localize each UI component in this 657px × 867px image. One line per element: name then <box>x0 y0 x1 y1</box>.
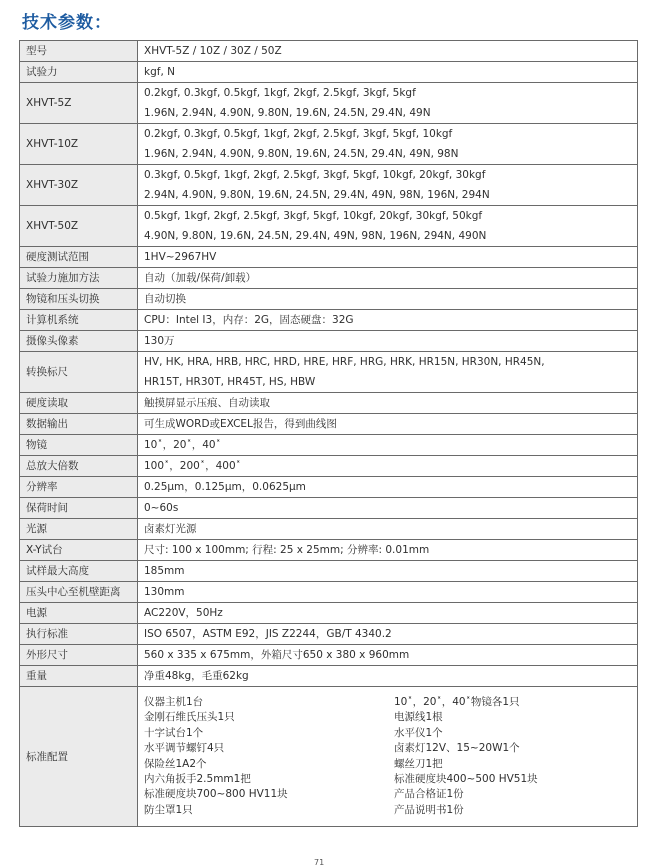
spec-row <box>20 582 638 603</box>
spec-value <box>138 331 638 352</box>
spec-row <box>20 540 638 561</box>
spec-value-line: 1.96N, 2.94N, 4.90N, 9.80N, 19.6N, 24.5N, 29.4N, 49N <box>144 107 431 119</box>
spec-value <box>138 247 638 268</box>
page-number: 71 <box>314 858 325 867</box>
spec-label: 硬度读取 <box>20 393 138 414</box>
spec-value-line: 卤素灯光源 <box>144 523 197 535</box>
spec-row <box>20 414 638 435</box>
config-label: 标准配置 <box>20 687 138 827</box>
spec-label: 压头中心至机壁距离 <box>20 582 138 603</box>
spec-row <box>20 247 638 268</box>
spec-value-line: 10˟，20˟，40˟ <box>144 439 221 451</box>
spec-value-line: AC220V，50Hz <box>144 607 223 619</box>
spec-value-line: 0.5kgf, 1kgf, 2kgf, 2.5kgf, 3kgf, 5kgf, 10kgf, 20kgf, 30kgf, 50kgf <box>144 210 483 222</box>
spec-value-line: 2.94N, 4.90N, 9.80N, 19.6N, 24.5N, 29.4N, 49N, 98N, 196N, 294N <box>144 189 490 201</box>
section-heading: 技术参数： <box>22 13 112 33</box>
spec-row <box>20 268 638 289</box>
config-item: 十字试台1个 <box>144 726 204 739</box>
spec-row <box>20 519 638 540</box>
spec-value <box>138 62 638 83</box>
spec-value-line: 尺寸: 100 x 100mm; 行程: 25 x 25mm; 分辨率: 0.01mm <box>144 544 430 556</box>
spec-value <box>138 582 638 603</box>
spec-row <box>20 645 638 666</box>
spec-value <box>138 624 638 645</box>
config-item: 金刚石维氏压头1只 <box>144 711 235 724</box>
spec-label: 试验力施加方法 <box>20 268 138 289</box>
spec-value <box>138 414 638 435</box>
spec-row <box>20 456 638 477</box>
spec-value <box>138 310 638 331</box>
spec-label: 转换标尺 <box>20 352 138 393</box>
spec-row <box>20 477 638 498</box>
spec-value-line: 自动（加载/保荷/卸载） <box>144 272 257 284</box>
spec-row <box>20 62 638 83</box>
spec-value-line: HR15T, HR30T, HR45T, HS, HBW <box>144 376 316 388</box>
spec-label: 光源 <box>20 519 138 540</box>
spec-value <box>138 268 638 289</box>
spec-label: 执行标准 <box>20 624 138 645</box>
spec-value <box>138 540 638 561</box>
spec-label: 硬度测试范围 <box>20 247 138 268</box>
spec-value <box>138 393 638 414</box>
spec-row <box>20 206 638 247</box>
spec-value-line: 1HV~2967HV <box>144 251 217 263</box>
spec-value <box>138 124 638 165</box>
spec-value-line: 4.90N, 9.80N, 19.6N, 24.5N, 29.4N, 49N, 98N, 196N, 294N, 490N <box>144 230 487 242</box>
spec-value-line: 130mm <box>144 586 185 598</box>
spec-row <box>20 124 638 165</box>
spec-value-line: 560 x 335 x 675mm，外箱尺寸650 x 380 x 960mm <box>144 649 410 661</box>
spec-table <box>19 40 638 827</box>
spec-value <box>138 41 638 62</box>
spec-row <box>20 666 638 687</box>
spec-label: 数据输出 <box>20 414 138 435</box>
spec-row <box>20 165 638 206</box>
spec-value <box>138 561 638 582</box>
spec-label: 物镜和压头切换 <box>20 289 138 310</box>
config-item: 保险丝1A2个 <box>144 757 207 770</box>
spec-row <box>20 498 638 519</box>
config-list <box>144 695 631 818</box>
spec-row <box>20 603 638 624</box>
spec-label: 计算机系统 <box>20 310 138 331</box>
spec-label: 物镜 <box>20 435 138 456</box>
spec-label: 试验力 <box>20 62 138 83</box>
spec-value-line: 0~60s <box>144 502 179 514</box>
config-item: 内六角扳手2.5mm1把 <box>144 773 251 786</box>
spec-label: 外形尺寸 <box>20 645 138 666</box>
config-item: 仪器主机1台 <box>144 696 204 708</box>
spec-label: X-Y试台 <box>20 540 138 561</box>
config-item: 产品合格证1份 <box>394 788 464 801</box>
spec-label: 保荷时间 <box>20 498 138 519</box>
spec-row <box>20 310 638 331</box>
spec-value <box>138 645 638 666</box>
spec-value-line: 130万 <box>144 335 175 347</box>
spec-label: 型号 <box>20 41 138 62</box>
spec-value <box>138 498 638 519</box>
spec-value <box>138 165 638 206</box>
spec-label: 重量 <box>20 666 138 687</box>
config-item: 产品说明书1份 <box>394 803 464 816</box>
spec-value-line: 触摸屏显示压痕、自动读取 <box>144 397 270 409</box>
spec-value <box>138 603 638 624</box>
spec-value <box>138 666 638 687</box>
spec-label: XHVT-5Z <box>20 83 138 124</box>
spec-row <box>20 624 638 645</box>
spec-row <box>20 352 638 393</box>
config-item: 电源线1根 <box>394 711 443 724</box>
spec-label: 总放大倍数 <box>20 456 138 477</box>
config-value <box>138 687 638 827</box>
config-item: 标准硬度块400~500 HV51块 <box>394 773 538 786</box>
spec-value <box>138 206 638 247</box>
spec-row <box>20 435 638 456</box>
config-item: 10˟，20˟，40˟物镜各1只 <box>394 696 520 708</box>
spec-value-line: 0.2kgf, 0.3kgf, 0.5kgf, 1kgf, 2kgf, 2.5kgf, 3kgf, 5kgf, 10kgf <box>144 128 453 140</box>
spec-value-line: 185mm <box>144 565 185 577</box>
spec-value-line: ISO 6507，ASTM E92，JIS Z2244，GB/T 4340.2 <box>144 628 392 640</box>
spec-row <box>20 41 638 62</box>
spec-value <box>138 477 638 498</box>
spec-value-line: XHVT-5Z / 10Z / 30Z / 50Z <box>144 45 282 57</box>
spec-value <box>138 435 638 456</box>
spec-row <box>20 331 638 352</box>
spec-label: XHVT-30Z <box>20 165 138 206</box>
spec-value-line: 自动切换 <box>144 293 186 305</box>
config-row <box>20 687 638 827</box>
spec-value-line: 100˟，200˟，400˟ <box>144 460 241 472</box>
spec-value <box>138 289 638 310</box>
spec-label: XHVT-10Z <box>20 124 138 165</box>
config-item: 水平调节螺钉4只 <box>144 742 225 755</box>
spec-label: 分辨率 <box>20 477 138 498</box>
spec-value <box>138 519 638 540</box>
config-item: 卤素灯12V、15~20W1个 <box>394 742 520 755</box>
spec-value-line: 0.2kgf, 0.3kgf, 0.5kgf, 1kgf, 2kgf, 2.5kgf, 3kgf, 5kgf <box>144 87 416 99</box>
spec-value <box>138 456 638 477</box>
spec-value <box>138 83 638 124</box>
spec-label: XHVT-50Z <box>20 206 138 247</box>
spec-row <box>20 83 638 124</box>
config-item: 水平仪1个 <box>394 726 443 739</box>
spec-label: 试样最大高度 <box>20 561 138 582</box>
spec-value-line: 0.3kgf, 0.5kgf, 1kgf, 2kgf, 2.5kgf, 3kgf, 5kgf, 10kgf, 20kgf, 30kgf <box>144 169 486 181</box>
spec-value <box>138 352 638 393</box>
spec-value-line: kgf, N <box>144 66 175 78</box>
spec-value-line: 净重48kg，毛重62kg <box>144 670 249 682</box>
spec-label: 摄像头像素 <box>20 331 138 352</box>
config-item: 标准硬度块700~800 HV11块 <box>144 788 288 801</box>
spec-value-line: 可生成WORD或EXCEL报告，得到曲线图 <box>144 418 337 430</box>
spec-value-line: HV, HK, HRA, HRB, HRC, HRD, HRE, HRF, HRG, HRK, HR15N, HR30N, HR45N, <box>144 356 545 368</box>
spec-value-line: 0.25μm，0.125μm，0.0625μm <box>144 481 306 493</box>
spec-row <box>20 393 638 414</box>
spec-label: 电源 <box>20 603 138 624</box>
spec-row <box>20 289 638 310</box>
spec-row <box>20 561 638 582</box>
spec-value-line: 1.96N, 2.94N, 4.90N, 9.80N, 19.6N, 24.5N, 29.4N, 49N, 98N <box>144 148 459 160</box>
config-item: 螺丝刀1把 <box>394 757 443 770</box>
spec-value-line: CPU：Intel I3，内存：2G，固态硬盘：32G <box>144 314 354 326</box>
config-item: 防尘罩1只 <box>144 803 193 816</box>
